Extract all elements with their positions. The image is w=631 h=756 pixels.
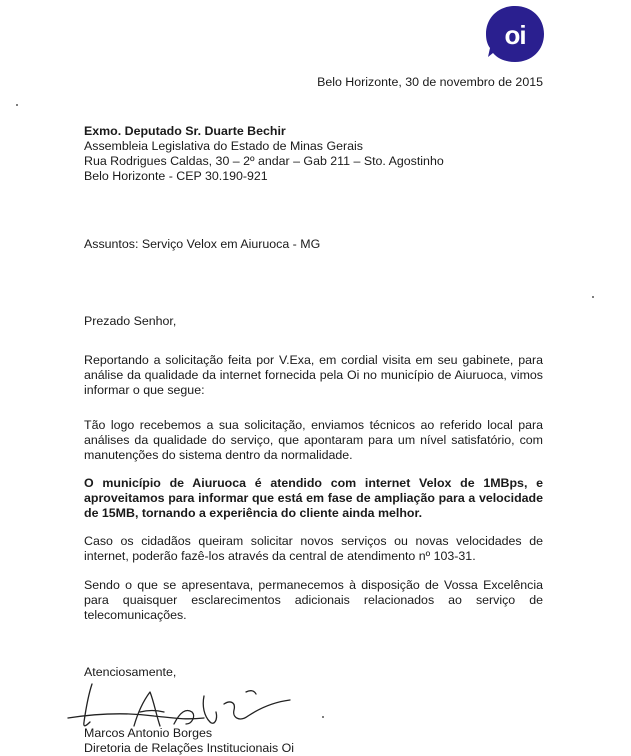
addressee-block [84, 124, 444, 184]
scan-speck [592, 296, 594, 298]
paragraph-2: Tão logo recebemos a sua solicitação, enviamos técnicos ao referido local para análises da qualidade do serviço, que apontaram para um nível satisfatório, com manutenções do sistema dentro da normalidade. [84, 418, 543, 462]
addressee-name: Exmo. Deputado Sr. Duarte Bechir [84, 124, 286, 138]
addressee-line-2: Rua Rodrigues Caldas, 30 – 2º andar – Gab 211 – Sto. Agostinho [84, 154, 444, 168]
logo-text: oi [504, 20, 526, 50]
addressee-line-1: Assembleia Legislativa do Estado de Minas Gerais [84, 139, 363, 153]
letter-greeting: Prezado Senhor, [84, 314, 177, 328]
scan-speck [16, 104, 18, 106]
signer-name: Marcos Antonio Borges [84, 726, 213, 740]
signer-department: Diretoria de Relações Institucionais Oi [84, 741, 295, 755]
letter-date: Belo Horizonte, 30 de novembro de 2015 [317, 75, 543, 89]
signer-block [84, 726, 294, 756]
letter-closing: Atenciosamente, [84, 665, 177, 679]
paragraph-1: Reportando a solicitação feita por V.Exa, em cordial visita em seu gabinete, para análise da qualidade da internet fornecida pela Oi no município de Aiuruoca, vimos informar o que segue: [84, 353, 543, 397]
paragraph-4: Caso os cidadãos queiram solicitar novos serviços ou novas velocidades de internet, poderão fazê-los através da central de atendimento nº 103-31. [84, 534, 543, 563]
paragraph-5: Sendo o que se apresentava, permanecemos à disposição de Vossa Excelência para quaisquer esclarecimentos adicionais relacionados ao serviço de telecomunicações. [84, 578, 543, 622]
paragraph-3-highlight: O município de Aiuruoca é atendido com internet Velox de 1MBps, e aproveitamos para informar que está em fase de ampliação para a velocidade de 15MB, tornando a experiência do cliente ainda melhor. [84, 476, 543, 520]
addressee-line-3: Belo Horizonte - CEP 30.190-921 [84, 169, 268, 183]
scan-speck [322, 716, 324, 718]
oi-logo [484, 4, 546, 64]
letter-subject: Assuntos: Serviço Velox em Aiuruoca - MG [84, 237, 321, 251]
